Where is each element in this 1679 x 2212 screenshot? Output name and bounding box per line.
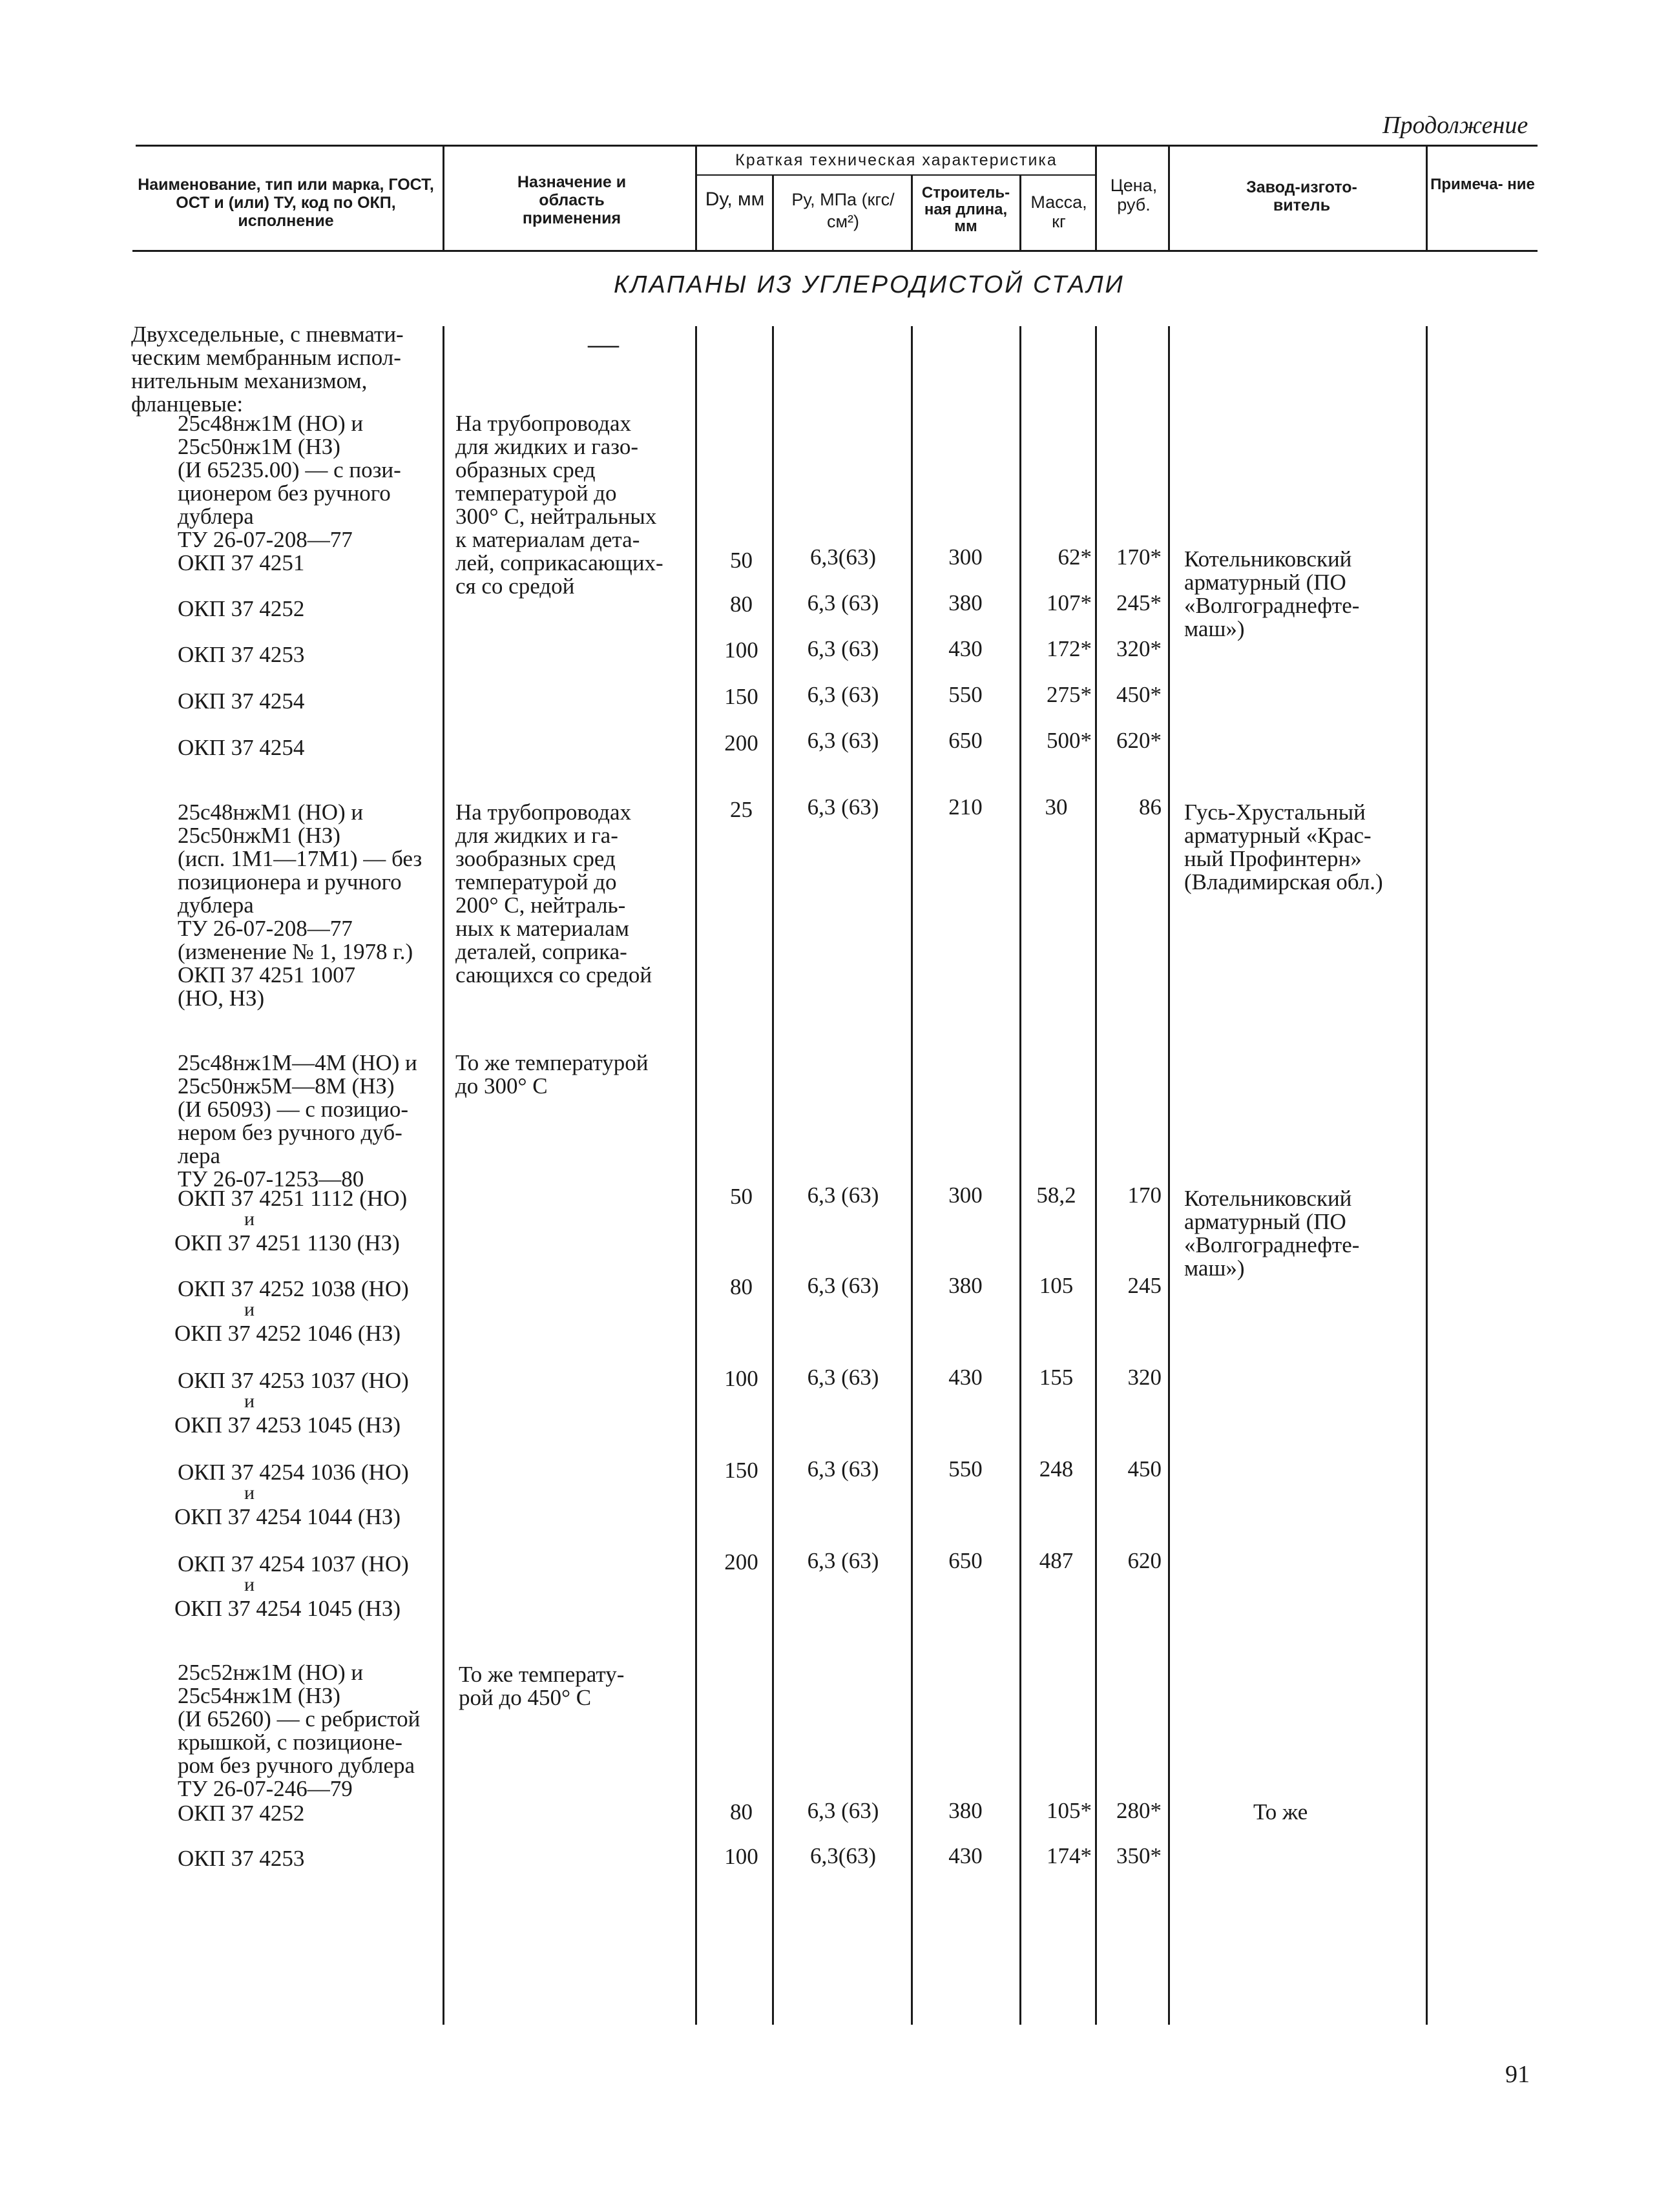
group3-row1-conj: и bbox=[244, 1208, 255, 1230]
header-dy: Dу, мм bbox=[705, 189, 765, 210]
page-number: 91 bbox=[1505, 2061, 1530, 2088]
body-col-rule-4 bbox=[911, 326, 913, 2025]
group1-row2-mass: 107* bbox=[1047, 590, 1092, 615]
header-py: Pу, МПа (кгс/см²) bbox=[791, 190, 895, 231]
group2-len: 210 bbox=[948, 794, 983, 820]
group3-row4-price: 450 bbox=[1127, 1456, 1162, 1482]
group3-row3-len: 430 bbox=[948, 1365, 983, 1390]
header-col-rule-8 bbox=[1426, 146, 1428, 251]
group3-row4-py: 6,3 (63) bbox=[807, 1456, 879, 1482]
group3-row5-py: 6,3 (63) bbox=[807, 1548, 879, 1573]
group2-dy: 25 bbox=[730, 797, 753, 822]
group1-row1-mass: 62* bbox=[1058, 544, 1092, 570]
group1-row2-py: 6,3 (63) bbox=[807, 590, 879, 615]
group3-row1-code-a: ОКП 37 4251 1112 (НО) bbox=[178, 1186, 408, 1211]
header-length: Строитель- ная длина, мм bbox=[921, 184, 1010, 235]
group3-row2-price: 245 bbox=[1127, 1273, 1162, 1298]
group3-row4-code-b: ОКП 37 4254 1044 (НЗ) bbox=[174, 1504, 401, 1529]
group2-py: 6,3 (63) bbox=[807, 794, 879, 820]
group1-subname: 25с48нж1М (НО) и 25с50нж1М (НЗ) (И 65235.00) — с пози- ционером без ручного дублера ТУ 26-07-208—77 bbox=[178, 411, 401, 552]
group3-name: 25с48нж1М—4М (НО) и 25с50нж5М—8М (НЗ) (И 65093) — с позицио- нером без ручного дуб- лера ТУ 26-07-1253—80 bbox=[178, 1050, 417, 1192]
header-price: Цена, руб. bbox=[1110, 176, 1158, 214]
header-bottom-rule bbox=[132, 250, 1538, 252]
group1-row1-price: 170* bbox=[1116, 544, 1162, 570]
group3-row1-code-b: ОКП 37 4251 1130 (НЗ) bbox=[174, 1230, 400, 1256]
group3-row2-dy: 80 bbox=[730, 1274, 753, 1299]
group4-row2-code: ОКП 37 4253 bbox=[178, 1846, 305, 1871]
group1-maker: Котельниковский арматурный (ПО «Волгограднефте- маш») bbox=[1184, 546, 1360, 641]
group3-row5-price: 620 bbox=[1127, 1548, 1162, 1573]
group4-maker: То же bbox=[1253, 1799, 1308, 1824]
body-col-rule-8 bbox=[1426, 326, 1428, 2025]
header-brief: Краткая техническая характеристика bbox=[735, 151, 1058, 169]
body-col-rule-1 bbox=[443, 326, 444, 2025]
header-purpose: Назначение и область применения bbox=[517, 173, 627, 227]
group3-row1-price: 170 bbox=[1127, 1183, 1162, 1208]
header-top-rule bbox=[136, 145, 1538, 147]
group1-row2-len: 380 bbox=[948, 590, 983, 615]
group3-row2-code-b: ОКП 37 4252 1046 (НЗ) bbox=[174, 1321, 401, 1346]
group3-row2-len: 380 bbox=[948, 1273, 983, 1298]
group4-row1-dy: 80 bbox=[730, 1799, 753, 1824]
group4-name: 25с52нж1М (НО) и 25с54нж1М (НЗ) (И 65260) — с ребристой крышкой, с позиционе- ром без ручного дублера ТУ 26-07-246—79 bbox=[178, 1660, 421, 1801]
group1-row2-dy: 80 bbox=[730, 592, 753, 617]
group1-row5-code: ОКП 37 4254 bbox=[178, 735, 305, 760]
group3-row4-mass: 248 bbox=[1039, 1456, 1074, 1482]
group1-row4-py: 6,3 (63) bbox=[807, 682, 879, 707]
group1-row5-mass: 500* bbox=[1047, 728, 1092, 753]
group2-purpose: На трубопроводах для жидких и га- зообразных сред температурой до 200° С, нейтраль- ных к материалам деталей, соприка- сающихся со средой bbox=[455, 800, 652, 987]
header-col-rule-7 bbox=[1168, 146, 1170, 251]
group1-dash: — bbox=[588, 327, 619, 361]
group1-row4-len: 550 bbox=[948, 682, 983, 707]
header-col-rule-2 bbox=[695, 146, 697, 251]
group3-row5-dy: 200 bbox=[724, 1549, 758, 1575]
group2-mass: 30 bbox=[1045, 794, 1068, 820]
group1-row4-price: 450* bbox=[1116, 682, 1162, 707]
group1-row3-code: ОКП 37 4253 bbox=[178, 642, 305, 667]
group3-row4-conj: и bbox=[244, 1482, 255, 1504]
group3-row2-code-a: ОКП 37 4252 1038 (НО) bbox=[178, 1276, 409, 1301]
group4-row1-py: 6,3 (63) bbox=[807, 1798, 879, 1823]
header-col-rule-3 bbox=[772, 176, 774, 251]
header-col-rule-4 bbox=[911, 176, 913, 251]
group1-row3-price: 320* bbox=[1116, 636, 1162, 661]
group3-row3-price: 320 bbox=[1127, 1365, 1162, 1390]
continuation-label: Продолжение bbox=[1382, 112, 1528, 139]
section-title: КЛАПАНЫ ИЗ УГЛЕРОДИСТОЙ СТАЛИ bbox=[614, 271, 1125, 298]
header-note: Примеча- ние bbox=[1430, 176, 1535, 193]
header-name: Наименование, тип или марка, ГОСТ, ОСТ и (или) ТУ, код по ОКП, исполнение bbox=[138, 176, 434, 230]
group3-row5-code-b: ОКП 37 4254 1045 (НЗ) bbox=[174, 1596, 401, 1621]
group3-row5-len: 650 bbox=[948, 1548, 983, 1573]
group1-row4-mass: 275* bbox=[1047, 682, 1092, 707]
group2-price: 86 bbox=[1139, 794, 1162, 820]
group1-row3-len: 430 bbox=[948, 636, 983, 661]
group4-row1-code: ОКП 37 4252 bbox=[178, 1801, 305, 1826]
group1-row5-price: 620* bbox=[1116, 728, 1162, 753]
group3-row1-mass: 58,2 bbox=[1036, 1183, 1076, 1208]
header-col-rule-6 bbox=[1095, 146, 1097, 251]
group3-row3-conj: и bbox=[244, 1390, 255, 1412]
group3-row1-len: 300 bbox=[948, 1183, 983, 1208]
group1-row5-py: 6,3 (63) bbox=[807, 728, 879, 753]
group1-row3-mass: 172* bbox=[1047, 636, 1092, 661]
group3-purpose: То же температурой до 300° С bbox=[455, 1050, 649, 1099]
group3-row5-code-a: ОКП 37 4254 1037 (НО) bbox=[178, 1551, 409, 1576]
group3-row2-conj: и bbox=[244, 1299, 255, 1320]
header-col-rule-1 bbox=[443, 146, 444, 251]
group3-row2-mass: 105 bbox=[1039, 1273, 1074, 1298]
header-col-rule-5 bbox=[1019, 176, 1021, 251]
body-col-rule-5 bbox=[1019, 326, 1021, 2025]
body-col-rule-3 bbox=[772, 326, 774, 2025]
group4-row1-len: 380 bbox=[948, 1798, 983, 1823]
group1-name: Двухседельные, с пневмати- ческим мембранным испол- нительным механизмом, фланцевые: bbox=[131, 322, 404, 417]
group3-row1-dy: 50 bbox=[730, 1184, 753, 1209]
group3-maker: Котельниковский арматурный (ПО «Волгограднефте- маш») bbox=[1184, 1186, 1360, 1281]
group4-row2-mass: 174* bbox=[1047, 1843, 1092, 1868]
group1-row3-dy: 100 bbox=[724, 637, 758, 663]
group3-row3-code-b: ОКП 37 4253 1045 (НЗ) bbox=[174, 1412, 401, 1438]
group1-row1-py: 6,3(63) bbox=[809, 544, 877, 570]
group3-row2-py: 6,3 (63) bbox=[807, 1273, 879, 1298]
body-col-rule-7 bbox=[1168, 326, 1170, 2025]
group4-row2-price: 350* bbox=[1116, 1843, 1162, 1868]
group1-row5-len: 650 bbox=[948, 728, 983, 753]
group4-row1-mass: 105* bbox=[1047, 1798, 1092, 1823]
group1-row1-code: ОКП 37 4251 bbox=[178, 550, 305, 575]
group4-row2-len: 430 bbox=[948, 1843, 983, 1868]
group4-row2-dy: 100 bbox=[724, 1844, 758, 1869]
group3-row3-mass: 155 bbox=[1039, 1365, 1074, 1390]
group1-purpose: На трубопроводах для жидких и газо- образных сред температурой до 300° С, нейтральных к материалам дета- лей, соприкасающих- ся со средой bbox=[455, 411, 663, 599]
group3-row4-len: 550 bbox=[948, 1456, 983, 1482]
group3-row1-py: 6,3 (63) bbox=[807, 1183, 879, 1208]
group3-row5-conj: и bbox=[244, 1574, 255, 1595]
group4-purpose: То же температу- рой до 450° С bbox=[459, 1662, 625, 1710]
body-col-rule-2 bbox=[695, 326, 697, 2025]
header-maker: Завод-изгото- витель bbox=[1246, 178, 1357, 214]
group1-row4-code: ОКП 37 4254 bbox=[178, 688, 305, 714]
group1-row4-dy: 150 bbox=[724, 684, 758, 709]
group1-row2-price: 245* bbox=[1116, 590, 1162, 615]
group3-row4-code-a: ОКП 37 4254 1036 (НО) bbox=[178, 1460, 409, 1485]
group3-row3-code-a: ОКП 37 4253 1037 (НО) bbox=[178, 1368, 409, 1393]
group1-row1-dy: 50 bbox=[730, 548, 753, 573]
body-col-rule-6 bbox=[1095, 326, 1097, 2025]
group4-row1-price: 280* bbox=[1116, 1798, 1162, 1823]
group1-row5-dy: 200 bbox=[724, 730, 758, 756]
group4-row2-py: 6,3(63) bbox=[809, 1843, 877, 1868]
group1-row3-py: 6,3 (63) bbox=[807, 636, 879, 661]
group3-row3-dy: 100 bbox=[724, 1366, 758, 1391]
group3-row4-dy: 150 bbox=[724, 1458, 758, 1483]
group1-row2-code: ОКП 37 4252 bbox=[178, 596, 305, 621]
group2-name: 25с48нжМ1 (НО) и 25с50нжМ1 (НЗ) (исп. 1М1—17М1) — без позиционера и ручного дублера ТУ 26-07-208—77 (изменение № 1, 1978 г.) ОКП 37 4251 1007 (НО, НЗ) bbox=[178, 800, 422, 1011]
group1-row1-len: 300 bbox=[948, 544, 983, 570]
header-mass: Масса, кг bbox=[1030, 192, 1087, 231]
group3-row3-py: 6,3 (63) bbox=[807, 1365, 879, 1390]
group3-row5-mass: 487 bbox=[1039, 1548, 1074, 1573]
group2-maker: Гусь-Хрустальный арматурный «Крас- ный Профинтерн» (Владимирская обл.) bbox=[1184, 800, 1383, 894]
brief-under-rule bbox=[696, 174, 1097, 176]
